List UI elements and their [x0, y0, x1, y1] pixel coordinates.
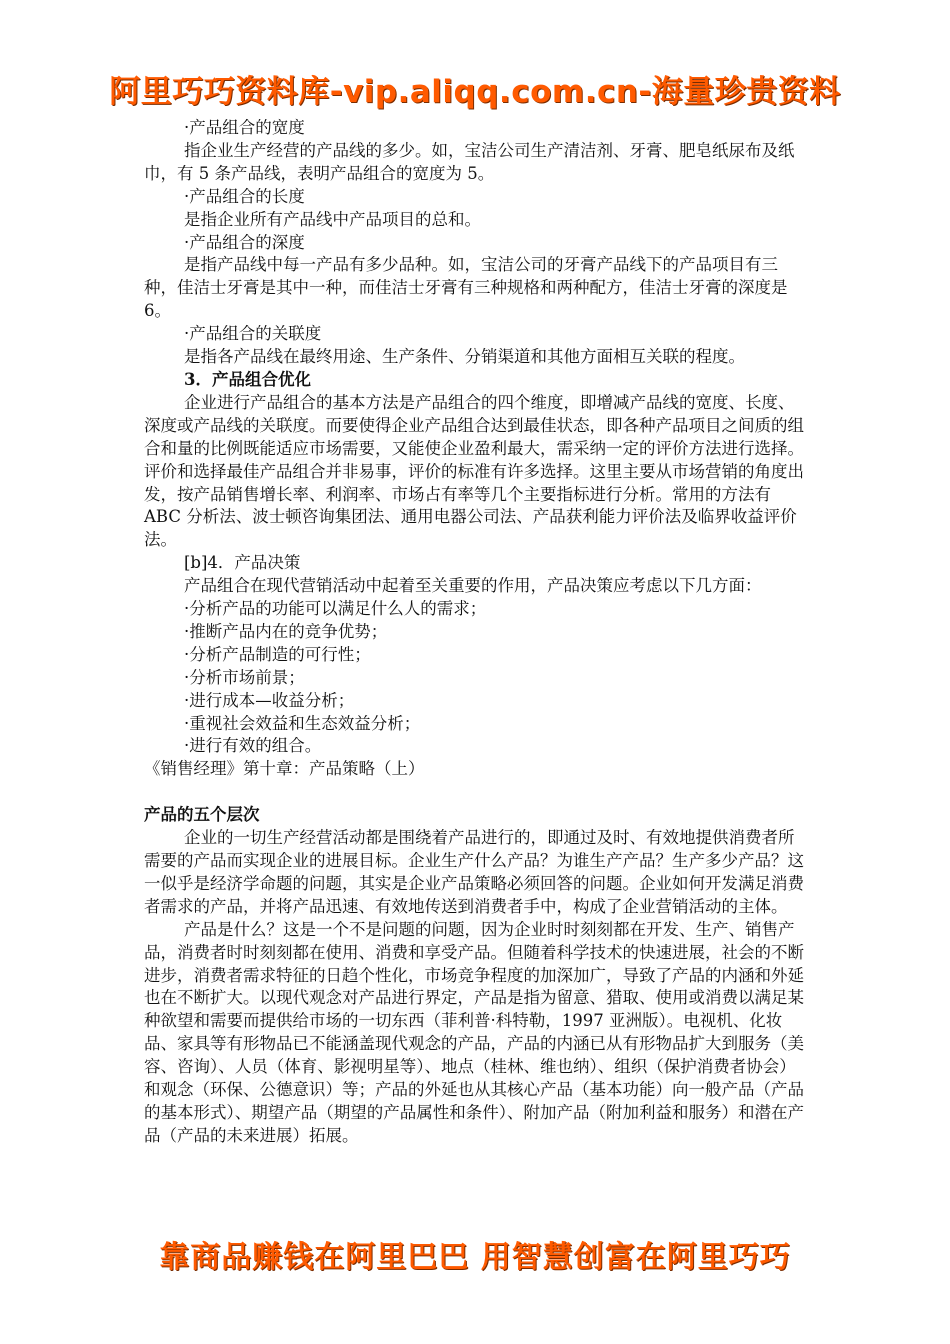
- body-paragraph: 是指企业所有产品线中产品项目的总和。: [184, 209, 481, 229]
- document-body: [144, 117, 808, 1148]
- bullet-heading: ·产品组合的关联度: [184, 324, 322, 344]
- body-paragraph: 产品组合在现代营销活动中起着至关重要的作用，产品决策应考虑以下几方面：: [184, 576, 762, 596]
- list-item: ·分析产品制造的可行性；: [184, 644, 371, 664]
- list-item: ·推断产品内在的竞争优势；: [184, 621, 388, 641]
- body-paragraph: 产品是什么？这是一个不是问题的问题，因为企业时时刻刻都在开发、生产、销售产品，消费者时时刻刻都在使用、消费和享受产品。但随着科学技术的快速进展，社会的不断进步，消费者需求特征的日趋个性化，市场竞争程度的加深加广，导致了产品的内涵和外延也在不断扩大。以现代观念对产品进行界定，产品是指为留意、猎取、使用或消费以满足某种欲望和需要而提供给市场的一切东西（菲利普·科特勒，1997 亚洲版）。电视机、化妆品、家具等有形物品已不能涵盖现代观念的产品，产品的内涵已从有形物品扩大到服务（美容、咨询）、人员（体育、影视明星等）、地点（桂林、维也纳）、组织（保护消费者协会）和观念（环保、公德意识）等；产品的外延也从其核心产品（基本功能）向一般产品（产品的基本形式）、期望产品（期望的产品属性和条件）、附加产品（附加利益和服务）和潜在产品（产品的未来进展）拓展。: [144, 919, 804, 1145]
- list-item: ·进行有效的组合。: [184, 736, 322, 756]
- bullet-heading: ·产品组合的深度: [184, 232, 305, 252]
- section-heading: 3．产品组合优化: [184, 369, 311, 389]
- chapter-title: 《销售经理》第十章：产品策略（上）: [144, 759, 425, 779]
- section-heading: [b]4．产品决策: [184, 553, 301, 573]
- bullet-heading: ·产品组合的宽度: [184, 118, 305, 137]
- body-paragraph: 指企业生产经营的产品线的多少。如，宝洁公司生产清洁剂、牙膏、肥皂纸尿布及纸巾，有 5 条产品线，表明产品组合的宽度为 5。: [144, 140, 795, 183]
- body-paragraph: 企业的一切生产经营活动都是围绕着产品进行的，即通过及时、有效地提供消费者所需要的产品而实现企业的进展目标。企业生产什么产品？为谁生产产品？生产多少产品？这一似乎是经济学命题的问题，其实是企业产品策略必须回答的问题。企业如何开发满足消费者需求的产品，并将产品迅速、有效地传送到消费者手中，构成了企业营销活动的主体。: [144, 828, 804, 916]
- list-item: ·进行成本—收益分析；: [184, 690, 355, 710]
- section-heading: 产品的五个层次: [144, 805, 260, 825]
- bullet-heading: ·产品组合的长度: [184, 186, 305, 206]
- list-item: ·分析产品的功能可以满足什么人的需求；: [184, 599, 487, 619]
- list-item: ·重视社会效益和生态效益分析；: [184, 713, 421, 733]
- footer-banner: 靠商品赚钱在阿里巴巴 用智慧创富在阿里巧巧: [159, 1240, 791, 1275]
- body-paragraph: 企业进行产品组合的基本方法是产品组合的四个维度，即增减产品线的宽度、长度、深度或产品线的关联度。而要使得企业产品组合达到最佳状态，即各种产品项目之间质的组合和量的比例既能适应市场需要，又能使企业盈利最大，需采纳一定的评价方法进行选择。评价和选择最佳产品组合并非易事，评价的标准有许多选择。这里主要从市场营销的角度出发，按产品销售增长率、利润率、市场占有率等几个主要指标进行分析。常用的方法有 ABC 分析法、波士顿咨询集团法、通用电器公司法、产品获利能力评价法及临界收益评价法。: [144, 392, 804, 550]
- body-paragraph: 是指产品线中每一产品有多少品种。如，宝洁公司的牙膏产品线下的产品项目有三种，佳洁士牙膏是其中一种，而佳洁士牙膏有三种规格和两种配方，佳洁士牙膏的深度是 6。: [144, 255, 788, 321]
- header-banner: 阿里巧巧资料库-vip.aliqq.com.cn-海量珍贵资料: [109, 74, 841, 110]
- body-paragraph: 是指各产品线在最终用途、生产条件、分销渠道和其他方面相互关联的程度。: [184, 347, 745, 367]
- list-item: ·分析市场前景；: [184, 667, 305, 687]
- blank-line: [144, 781, 808, 804]
